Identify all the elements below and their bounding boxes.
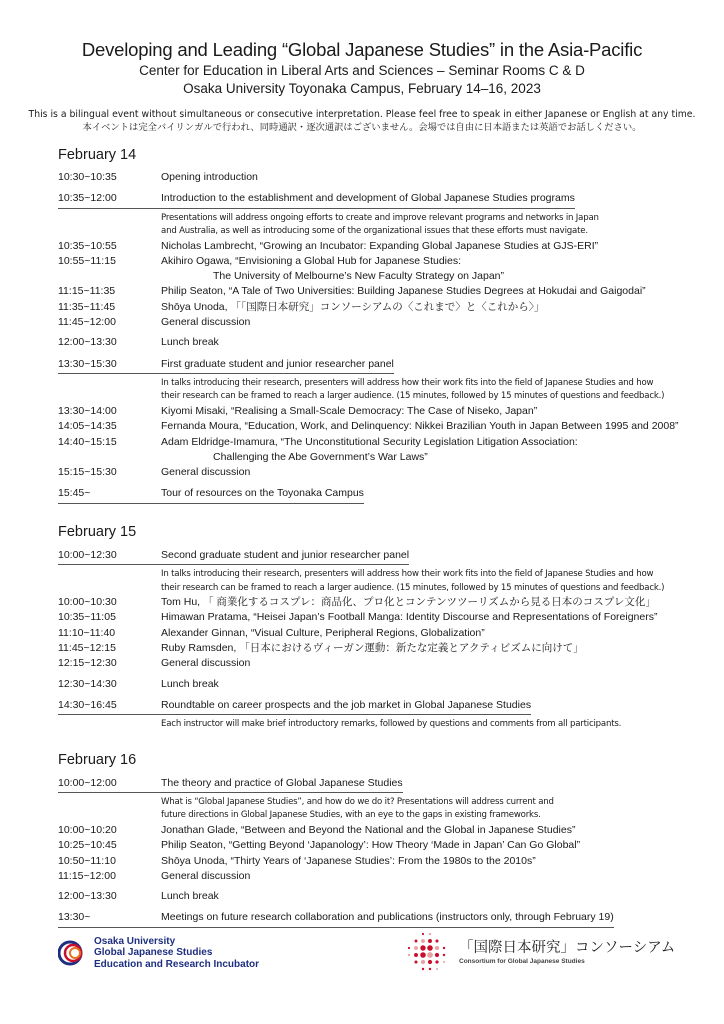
session-time: 14:40~15:15 (58, 435, 117, 448)
session-time: 14:05~14:35 (58, 420, 117, 433)
day-title: February 14 (58, 147, 137, 163)
emblem-dot (408, 954, 410, 956)
session-description (161, 796, 698, 823)
description-line: Each instructor will make brief introductory remarks, followed by questions and comments from all participants. (161, 719, 622, 730)
description-line: and Australia, as well as introducing some of the organizational issues that these efforts must navigate. (161, 226, 588, 237)
osaka-university-emblem-icon (58, 934, 86, 972)
emblem-dot (435, 946, 439, 950)
session-time: 12:00~13:30 (58, 336, 117, 349)
emblem-dot (415, 940, 418, 943)
schedule-item (58, 335, 698, 350)
session-title: General discussion (161, 466, 251, 479)
session-description (161, 377, 698, 404)
schedule-item (58, 404, 698, 419)
day-title: February 15 (58, 523, 137, 540)
session-header (58, 486, 698, 503)
session-time: 13:30~14:00 (58, 404, 117, 417)
description-line: future directions in Global Japanese Studies, with an eye to the gaps in existing frameworks. (161, 810, 541, 821)
session-description (161, 718, 698, 732)
session-time: 15:45~ (58, 486, 161, 503)
consortium-name-en: Consortium for Global Japanese Studies (459, 957, 585, 965)
session-title: Shōya Unoda, “Thirty Years of ‘Japanese Studies’: From the 1980s to the 2010s” (161, 854, 536, 867)
schedule-item (58, 610, 698, 625)
emblem-dot (422, 933, 424, 935)
gjs-eri-logo-text: Osaka University Global Japanese Studies Education and Research Incubator (94, 935, 260, 970)
language-note (0, 108, 724, 134)
schedule (58, 145, 698, 946)
schedule-item (58, 254, 698, 269)
session-time: 14:30~16:45 (58, 698, 161, 715)
emblem-dot (429, 968, 431, 970)
session-title: Lunch break (161, 677, 219, 690)
emblem-dot (420, 945, 425, 950)
schedule-item (58, 170, 698, 185)
session-title: Challenging the Abe Government’s War Laws” (213, 450, 428, 463)
emblem-dot (428, 960, 432, 964)
session-time: 10:00~10:30 (58, 596, 117, 609)
session-title: Tour of resources on the Toyonaka Campus (161, 486, 364, 503)
emblem-dot (408, 947, 410, 949)
session-title: Akihiro Ogawa, “Envisioning a Global Hub for Japanese Studies: (161, 254, 461, 267)
day-title: February 16 (58, 751, 137, 768)
session-title: Jonathan Glade, “Between and Beyond the National and the Global in Japanese Studies” (161, 823, 576, 836)
description-line: Presentations will address ongoing efforts to create and improve relevant programs and networks in Japan (161, 212, 599, 223)
session-title: Lunch break (161, 890, 219, 903)
event-venue: Center for Education in Liberal Arts and Sciences – Seminar Rooms C & D (139, 63, 585, 78)
footer-logos (0, 930, 724, 990)
emblem-dot (443, 954, 445, 956)
session-title: Second graduate student and junior researcher panel (161, 548, 409, 565)
session-header (58, 776, 698, 793)
schedule-item (58, 284, 698, 299)
emblem-dot (422, 968, 424, 970)
session-time: 10:35~10:55 (58, 239, 117, 252)
session-title: Philip Seaton, “Getting Beyond ‘Japanology’: How Theory ‘Made in Japan’ Can Go Global” (161, 839, 581, 852)
session-time: 11:10~11:40 (58, 626, 116, 639)
session-time: 11:15~11:35 (58, 285, 116, 298)
session-title: The theory and practice of Global Japanese Studies (161, 776, 403, 793)
emblem-dot (420, 952, 426, 958)
session-title: Meetings on future research collaboration and publications (instructors only, through February 19) (161, 910, 614, 927)
emblem-dot (443, 947, 445, 949)
emblem-dot (435, 953, 439, 957)
session-title: Kiyomi Misaki, “Realising a Small-Scale Democracy: The Case of Niseko, Japan” (161, 404, 538, 417)
session-time: 10:35~12:00 (58, 191, 161, 208)
session-header (58, 191, 698, 208)
session-time: 12:15~12:30 (58, 657, 117, 670)
description-line: In talks introducing their research, presenters will address how their work fits into the field of Japanese Studies and how (161, 377, 654, 388)
day-section (58, 145, 698, 504)
session-time: 10:25~10:45 (58, 839, 117, 852)
description-line: their research can be framed to reach a larger audience. (15 minutes, followed by 15 minutes of questions and feedback.) (161, 582, 665, 593)
session-title: General discussion (161, 316, 251, 329)
session-title: Alexander Ginnan, “Visual Culture, Peripheral Regions, Globalization” (161, 626, 485, 639)
session-title: Roundtable on career prospects and the job market in Global Japanese Studies (161, 698, 531, 715)
session-title: General discussion (161, 869, 251, 882)
emblem-dot (443, 961, 445, 963)
emblem-dot (429, 933, 431, 935)
session-time (58, 269, 161, 284)
schedule-item (58, 889, 698, 904)
emblem-dot (435, 939, 438, 942)
day-section (58, 522, 698, 732)
session-time: 13:30~ (58, 910, 161, 927)
session-time: 10:00~12:00 (58, 776, 161, 793)
schedule-item (58, 419, 698, 434)
emblem-dot (427, 952, 433, 958)
session-time: 10:55~11:15 (58, 254, 116, 267)
emblem-dot (414, 953, 418, 957)
language-note-jp: 本イベントは完全バイリンガルで行われ、同時通訳・逐次通訳はございません。会場では自由に日本語または英語でお話しください。 (82, 122, 642, 133)
gjs-eri-logo (58, 934, 259, 972)
consortium-emblem-icon (405, 930, 449, 974)
session-title: Lunch break (161, 336, 219, 349)
document-header (0, 38, 724, 98)
description-line: their research can be framed to reach a larger audience. (15 minutes, followed by 15 minutes of questions and feedback.) (161, 391, 665, 402)
session-header (58, 910, 698, 927)
session-title: The University of Melbourne’s New Faculty Strategy on Japan” (213, 270, 505, 283)
session-title: General discussion (161, 657, 251, 670)
emblem-dot (414, 946, 418, 950)
schedule-item (58, 838, 698, 853)
schedule-item (58, 595, 698, 610)
session-header (58, 357, 698, 374)
emblem-dot (414, 960, 417, 963)
schedule-item (58, 435, 698, 450)
schedule-item (58, 626, 698, 641)
session-time: 11:45~12:15 (58, 641, 116, 654)
session-title: Himawan Pratama, “Heisei Japan’s Football Manga: Identity Discourse and Representations of Foreigners” (161, 611, 658, 624)
emblem-dot (421, 939, 425, 943)
session-title: Ruby Ramsden, 「日本におけるヴィーガン運動：新たな定義とアクティビズムに向けて」 (161, 641, 584, 654)
session-time: 12:30~14:30 (58, 677, 117, 690)
session-title: Adam Eldridge-Imamura, “The Unconstitutional Security Legislation Litigation Association: (161, 435, 578, 448)
description-line: What is “Global Japanese Studies”, and how do we do it? Presentations will address current and (161, 796, 554, 807)
session-time: 10:00~10:20 (58, 823, 117, 836)
session-time: 10:00~12:30 (58, 548, 161, 565)
consortium-logo (405, 930, 675, 974)
schedule-item (58, 854, 698, 869)
schedule-item (58, 677, 698, 692)
session-time: 13:30~15:30 (58, 357, 161, 374)
session-title: Philip Seaton, “A Tale of Two Universities: Building Japanese Studies Degrees at Hokudai and Gaigodai” (161, 285, 646, 298)
schedule-item (58, 269, 698, 284)
session-time: 10:50~11:10 (58, 854, 116, 867)
schedule-item (58, 300, 698, 315)
session-time: 11:45~12:00 (58, 316, 116, 329)
emblem-dot (421, 960, 425, 964)
schedule-item (58, 465, 698, 480)
session-time (58, 450, 161, 465)
emblem-dot (436, 968, 438, 970)
session-time: 15:15~15:30 (58, 466, 117, 479)
session-title: Opening introduction (161, 171, 258, 183)
session-title: Nicholas Lambrecht, “Growing an Incubator: Expanding Global Japanese Studies at GJS-ERI” (161, 239, 599, 252)
language-note-en: This is a bilingual event without simultaneous or consecutive interpretation. Please feel free to speak in either Japanese or English at any time. (28, 109, 696, 120)
emblem-dot (435, 960, 438, 963)
session-time: 10:30~10:35 (58, 171, 117, 183)
emblem-dot (427, 945, 433, 951)
consortium-name-jp: 「国際日本研究」コンソーシアム (459, 939, 676, 956)
session-title: Fernanda Moura, “Education, Work, and Delinquency: Nikkei Brazilian Youth in Japan Between 1995 and 2008” (161, 420, 679, 433)
schedule-item (58, 450, 698, 465)
session-time: 11:35~11:45 (58, 300, 116, 313)
session-description (161, 212, 698, 239)
session-time: 10:35~11:05 (58, 611, 116, 624)
session-header (58, 548, 698, 565)
day-section (58, 750, 698, 928)
schedule-item (58, 823, 698, 838)
session-time: 11:15~12:00 (58, 869, 116, 882)
session-title: Shōya Unoda, 「「国際日本研究」コンソーシアムの〈これまで〉と〈これから〉」 (161, 300, 545, 313)
schedule-item (58, 641, 698, 656)
session-header (58, 698, 698, 715)
session-title: Tom Hu, 「 商業化するコスプレ：商品化、プロ化とコンテンツツーリズムから見る日本のコスプレ文化」 (161, 596, 656, 609)
session-title: First graduate student and junior researcher panel (161, 357, 394, 374)
session-description (161, 568, 698, 595)
schedule-item (58, 869, 698, 884)
schedule-item (58, 239, 698, 254)
event-title: Developing and Leading “Global Japanese Studies” in the Asia-Pacific (81, 39, 643, 60)
session-title: Introduction to the establishment and development of Global Japanese Studies programs (161, 191, 575, 208)
schedule-item (58, 656, 698, 671)
emblem-dot (428, 939, 432, 943)
description-line: In talks introducing their research, presenters will address how their work fits into the field of Japanese Studies and how (161, 569, 654, 580)
schedule-item (58, 315, 698, 330)
session-time: 12:00~13:30 (58, 890, 117, 903)
event-location-dates: Osaka University Toyonaka Campus, February 14–16, 2023 (183, 81, 541, 96)
